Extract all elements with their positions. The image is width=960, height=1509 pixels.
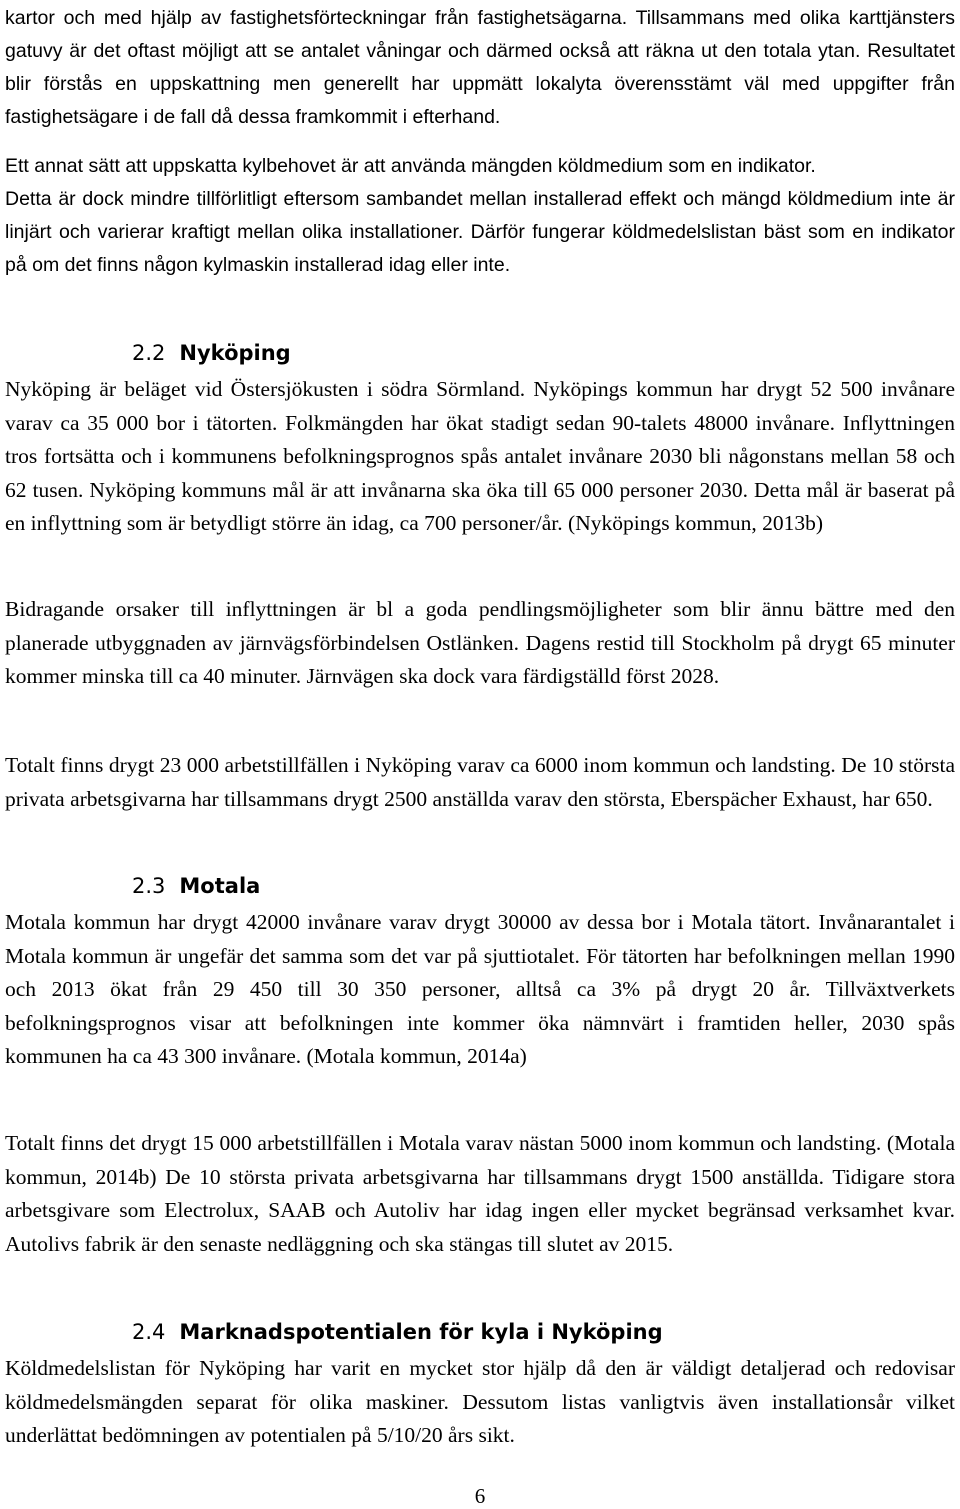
paragraph-nykoping-employment: Totalt finns drygt 23 000 arbetstillfällen i Nyköping varav ca 6000 inom kommun och landsting. De 10 största privata arbetsgivarna har tillsammans drygt 2500 anställda varav den största, Eberspächer Exhaust, har 650. [5,753,955,811]
paragraph-motala-population: Motala kommun har drygt 42000 invånare varav drygt 30000 av dessa bor i Motala tätort. Invånarantalet i Motala kommun är ungefär det samma som det var på sjuttiotalet. För tätorten har befolkningen mellan 1990 och 2013 ökat från 29 450 till 30 350 personer, alltså ca 3% på drygt 20 år. Tillväxtverkets befolkningsprognos visar att befolkningen inte kommer öka nämnvärt i framtiden heller, 2030 spås kommunen ha ca 43 300 invånare. (Motala kommun, 2014a) [5,910,955,1068]
paragraph-method-intro: kartor och med hjälp av fastighetsförteckningar från fastighetsägarna. Tillsammans med olika karttjänsters gatuvy är det oftast möjligt att se antalet våningar och därmed också att räkna ut den totala ytan. Resultatet blir förstås en uppskattning men generellt har uppmätt lokalyta överensstämt väl med uppgifter från fastighetsägare i de fall då dessa framkommit i efterhand. [5,7,955,128]
paragraph-refrigerant-indicator: Ett annat sätt att uppskatta kylbehovet är att använda mängden köldmedium som en indikator. [5,155,816,177]
paragraph-nykoping-commuting: Bidragande orsaker till inflyttningen är bl a goda pendlingsmöjligheter som blir ännu bättre med den planerade utbyggnaden av järnvägsförbindelsen Ostlänken. Dagens restid till Stockholm på drygt 65 minuter kommer minska till ca 40 minuter. Järnvägen ska dock vara färdigställd först 2028. [5,597,955,688]
section-number: 2.2 [132,341,166,365]
section-number: 2.4 [132,1320,166,1344]
section-title: Motala [179,874,261,898]
paragraph-nykoping-population: Nyköping är beläget vid Östersjökusten i södra Sörmland. Nyköpings kommun har drygt 52 500 invånare varav ca 35 000 bor i tätorten. Folkmängden har ökat stadigt sedan 90-talets 48000 invånare. Inflyttningen tros fortsätta och i kommunens befolkningsprognos spås antalet invånare 2030 bli någonstans mellan 58 och 62 tusen. Nyköping kommuns mål är att invånarna ska öka till 65 000 personer 2030. Detta mål är baserat på en inflyttning som är betydligt större än idag, ca 700 personer/år. (Nyköpings kommun, 2013b) [5,377,955,535]
page-number: 6 [474,1484,486,1508]
section-title: Marknadspotentialen för kyla i Nyköping [179,1320,663,1344]
section-title: Nyköping [179,341,291,365]
section-heading-market-potential [132,1317,663,1347]
paragraph-refrigerant-list: Köldmedelslistan för Nyköping har varit en mycket stor hjälp då den är väldigt detaljerad och redovisar köldmedelsmängden separat för olika maskiner. Dessutom listas vanligtvis även installationsår vilket underlättat bedömningen av potentialen på 5/10/20 års sikt. [5,1356,955,1447]
section-heading-motala [132,871,260,901]
paragraph-motala-employment: Totalt finns det drygt 15 000 arbetstillfällen i Motala varav nästan 5000 inom kommun och landsting. (Motala kommun, 2014b) De 10 största privata arbetsgivarna har tillsammans drygt 1500 anställda. Tidigare stora arbetsgivare som Electrolux, SAAB och Autoliv har idag ingen eller mycket begränsad verksamhet kvar. Autolivs fabrik är den senaste nedläggning och ska stängas till slutet av 2015. [5,1131,955,1256]
section-number: 2.3 [132,874,166,898]
section-heading-nykoping [132,338,291,368]
paragraph-refrigerant-reliability: Detta är dock mindre tillförlitligt eftersom sambandet mellan installerad effekt och mängd köldmedium inte är linjärt och varierar kraftigt mellan olika installationer. Därför fungerar köldmedelslistan bäst som en indikator på om det finns någon kylmaskin installerad idag eller inte. [5,188,955,276]
